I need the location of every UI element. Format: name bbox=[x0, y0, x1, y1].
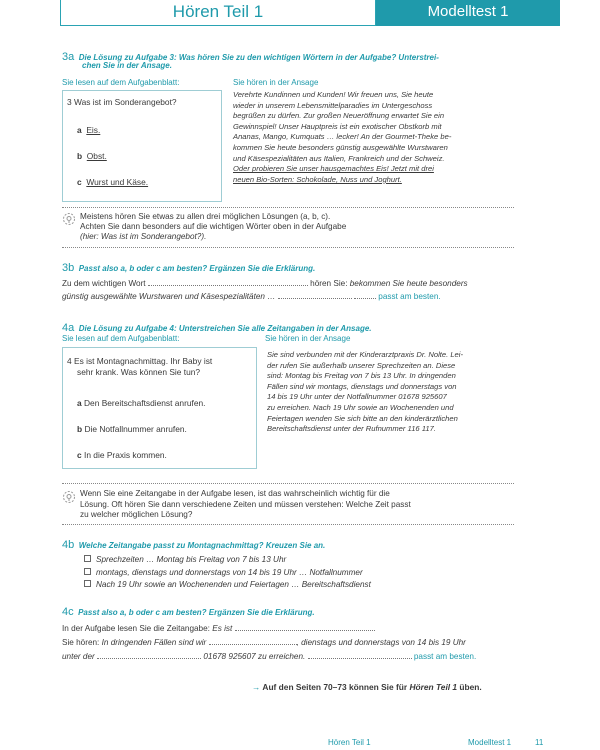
section-4a-heading: 4a Die Lösung zu Aufgabe 4: Unterstreichen Sie alle Zeitangaben in der Ansage. bbox=[62, 322, 372, 334]
checkbox[interactable] bbox=[84, 580, 91, 587]
blank-4c-number[interactable] bbox=[97, 658, 201, 659]
blank-3b-word[interactable] bbox=[148, 285, 308, 286]
blank-4c-letter[interactable] bbox=[308, 658, 412, 659]
tip-4-text: Wenn Sie eine Zeitangabe in der Aufgabe lesen, ist das wahrscheinlich wichtig für die Lösung. Oft hören Sie dann verschiedene Zeiten und müssen verstehen: Welche Zeit passt zu welcher möglichen Lösung? bbox=[80, 489, 411, 519]
task-4-option-c: c In die Praxis kommen. bbox=[77, 450, 167, 460]
divider bbox=[62, 207, 514, 208]
footer-left: Hören Teil 1 bbox=[328, 738, 371, 747]
tip-3-text: Meistens hören Sie etwas zu allen drei möglichen Lösungen (a, b, c). Achten Sie dann besonders auf die wichtigen Wörter oben in der Aufgabe (hier: Was ist im Sonderangebot?). bbox=[80, 212, 347, 241]
task-4-option-a: a Den Bereitschaftsdienst anrufen. bbox=[77, 398, 206, 408]
section-4a-ansage: Sie sind verbunden mit der Kinderarztpraxis Dr. Nolte. Lei- der rufen Sie außerhalb unserer Sprechzeiten an. Diese sind: Montag bis Freitag von 7 bis 13 Uhr. In dringenden Fällen sind wir montags, dienstags und donnerstags von 14 bis 19 Uhr unter der Notfallnummer 01678 925607 zu erreichen. Nach 19 Uhr sowie an Wochenenden und Feiertagen wenden Sie sich bitte an den kinderärztlichen Bereitschaftsdienst unter der Rufnummer 116 117. bbox=[267, 350, 463, 434]
checkbox[interactable] bbox=[84, 555, 91, 562]
blank-3b-letter[interactable] bbox=[354, 298, 376, 299]
header-section-title bbox=[60, 0, 376, 26]
blank-3b-rest[interactable] bbox=[278, 298, 352, 299]
section-4c-line-2: Sie hören: In dringenden Fällen sind wir , dienstags und donnerstags von 14 bis 19 Uhr bbox=[62, 638, 466, 647]
divider bbox=[62, 483, 514, 484]
blank-4c-day[interactable] bbox=[209, 644, 297, 645]
section-4c-line-1: In der Aufgabe lesen Sie die Zeitangabe: Es ist bbox=[62, 624, 375, 633]
section-3a-instruction-l1: Die Lösung zu Aufgabe 3: Was hören Sie zu den wichtigen Wörtern in der Aufgabe? Unterstrei- bbox=[78, 53, 439, 62]
lightbulb-icon bbox=[62, 490, 76, 504]
task-3-option-a: a Eis. bbox=[77, 125, 101, 135]
section-3a-ansage: Verehrte Kundinnen und Kunden! Wir freuen uns, Sie heute wieder in unserem Lebensmittelparadies im Untergeschoss begrüßen zu dürfen. Zur großen Neueröffnung erwartet Sie ein Gewinnspiel! Unser Hauptpreis ist ein exotischer Obstkorb mit Ananas, Mango, Kumquats … lecker! An der Gourmet-Theke be- kommen Sie heute besonders günstig ausgewählte Wurstwaren und Käsespezialitäten aus Italien, Frankreich und der Schweiz. Oder probieren Sie unser hausgemachtes Eis! Jetzt mit drei neuen Bio-Sorten: Schokolade, Nuss und Joghurt. bbox=[233, 90, 452, 184]
choice-4b-3[interactable]: Nach 19 Uhr sowie an Wochenenden und Feiertagen … Bereitschaftsdienst bbox=[84, 579, 371, 592]
header-left-title: Hören Teil 1 bbox=[172, 2, 264, 21]
header-right-title: Modelltest 1 bbox=[427, 3, 509, 20]
section-3a-number: 3a bbox=[62, 51, 75, 63]
task-3-option-b: b Obst. bbox=[77, 151, 107, 161]
choice-4b-1[interactable]: Sprechzeiten … Montag bis Freitag von 7 bis 13 Uhr bbox=[84, 554, 371, 567]
header-test-title bbox=[376, 0, 560, 26]
divider bbox=[62, 524, 514, 525]
section-4c-line-3: unter der 01678 925607 zu erreichen. passt am besten. bbox=[62, 652, 477, 661]
footer-right: Modelltest 1 bbox=[468, 738, 512, 747]
blank-4c-time[interactable] bbox=[235, 630, 375, 631]
section-3a-instruction-l2: chen Sie in der Ansage. bbox=[82, 61, 172, 70]
task-4-option-b: b Die Notfallnummer anrufen. bbox=[77, 424, 187, 434]
task-3-question: 3 Was ist im Sonderangebot? bbox=[67, 97, 177, 107]
arrow-right-icon: → bbox=[252, 682, 261, 692]
page-number: 11 bbox=[535, 738, 544, 747]
section-3b-heading: 3b Passt also a, b oder c am besten? Ergänzen Sie die Erklärung. bbox=[62, 262, 316, 274]
section-4a-col-left: Sie lesen auf dem Aufgabenblatt: bbox=[62, 334, 180, 343]
section-3b-line-2: günstig ausgewählte Wurstwaren und Käsespezialitäten … passt am besten. bbox=[62, 292, 441, 301]
section-4a-col-right: Sie hören in der Ansage bbox=[265, 334, 351, 343]
lightbulb-icon bbox=[62, 212, 76, 226]
page-header bbox=[60, 0, 560, 26]
checkbox[interactable] bbox=[84, 568, 91, 575]
task-3-box bbox=[62, 90, 222, 202]
section-3a-col-right: Sie hören in der Ansage bbox=[233, 78, 319, 87]
section-3b-line-1: Zu dem wichtigen Wort hören Sie: bekommen Sie heute besonders bbox=[62, 279, 468, 288]
task-4-box bbox=[62, 347, 257, 469]
divider bbox=[62, 247, 514, 248]
section-3a-col-left: Sie lesen auf dem Aufgabenblatt: bbox=[62, 78, 180, 87]
section-4b-heading: 4b Welche Zeitangabe passt zu Montagnachmittag? Kreuzen Sie an. bbox=[62, 539, 326, 551]
choice-4b-2[interactable]: montags, dienstags und donnerstags von 14 bis 19 Uhr … Notfallnummer bbox=[84, 567, 371, 580]
practice-reference: → Auf den Seiten 70–73 können Sie für Hören Teil 1 üben. bbox=[252, 682, 482, 692]
task-4-question: 4 Es ist Montagnachmittag. Ihr Baby ist sehr krank. Was können Sie tun? bbox=[67, 356, 213, 377]
task-3-option-c: c Wurst und Käse. bbox=[77, 177, 149, 187]
section-4b-choices bbox=[84, 554, 371, 592]
section-4c-heading: 4c Passt also a, b oder c am besten? Ergänzen Sie die Erklärung. bbox=[62, 606, 315, 618]
